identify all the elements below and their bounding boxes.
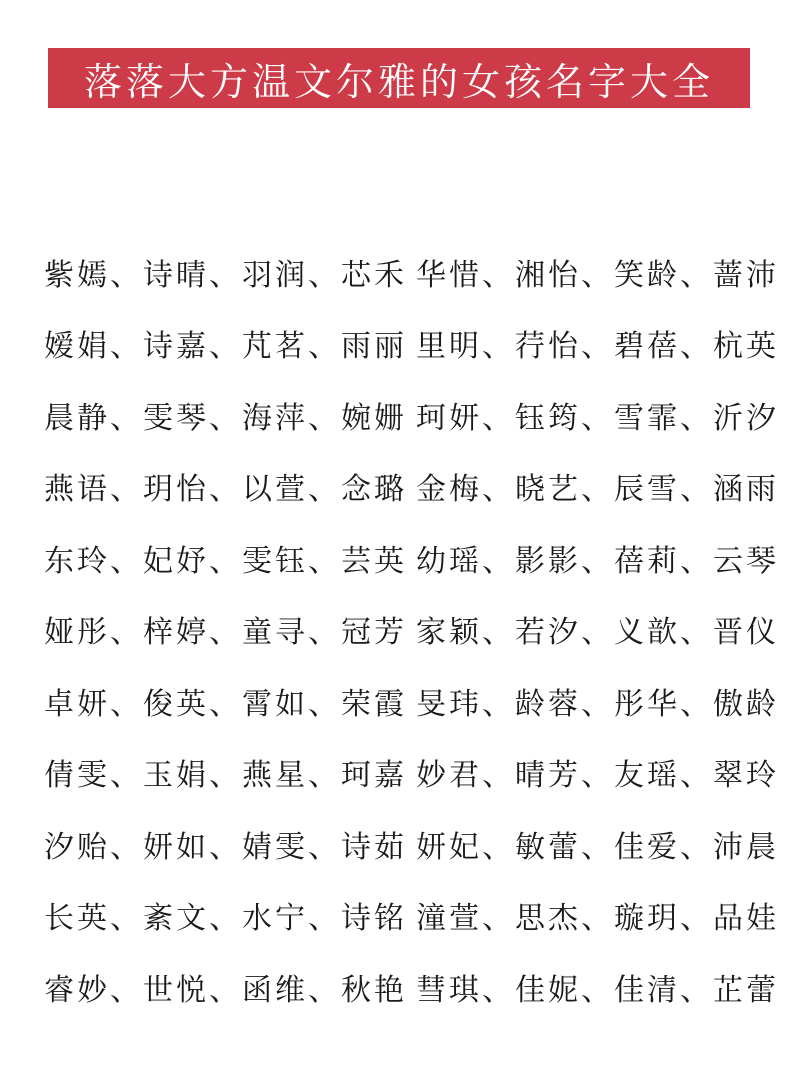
name-row bbox=[44, 808, 784, 880]
name-group-right: 华惜、湘怡、笑龄、蔷沛 bbox=[416, 257, 779, 293]
name-group-left: 紫嫣、诗晴、羽润、芯禾 bbox=[44, 257, 407, 293]
name-row bbox=[44, 308, 784, 380]
name-group-right: 家颖、若汐、义歆、晋仪 bbox=[416, 615, 779, 651]
name-row bbox=[44, 951, 784, 1023]
name-group-left: 汐贻、妍如、婧雯、诗茹 bbox=[44, 829, 407, 865]
name-group-right: 幼瑶、影影、蓓莉、云琴 bbox=[416, 543, 779, 579]
name-group-right: 彗琪、佳妮、佳清、芷蕾 bbox=[416, 972, 779, 1008]
name-group-left: 倩雯、玉娟、燕星、珂嘉 bbox=[44, 758, 407, 794]
name-row bbox=[44, 236, 784, 308]
name-group-right: 潼萱、思杰、璇玥、品娃 bbox=[416, 901, 779, 937]
name-group-left: 晨静、雯琴、海萍、婉姗 bbox=[44, 400, 407, 436]
name-list bbox=[44, 236, 784, 1023]
name-group-right: 金梅、晓艺、辰雪、涵雨 bbox=[416, 472, 779, 508]
page-title: 落落大方温文尔雅的女孩名字大全 bbox=[83, 59, 714, 104]
name-row bbox=[44, 665, 784, 737]
name-group-left: 睿妙、世悦、函维、秋艳 bbox=[44, 972, 407, 1008]
name-row bbox=[44, 451, 784, 523]
name-row bbox=[44, 594, 784, 666]
name-group-left: 卓妍、俊英、霄如、荣霞 bbox=[44, 686, 407, 722]
name-row bbox=[44, 737, 784, 809]
name-group-left: 长英、紊文、水宁、诗铭 bbox=[44, 901, 407, 937]
name-group-right: 妍妃、敏蕾、佳爱、沛晨 bbox=[416, 829, 779, 865]
name-row bbox=[44, 522, 784, 594]
name-group-right: 珂妍、钰筠、雪霏、沂汐 bbox=[416, 400, 779, 436]
name-group-left: 东玲、妃妤、雯钰、芸英 bbox=[44, 543, 407, 579]
name-group-left: 嫒娟、诗嘉、芃茗、雨丽 bbox=[44, 329, 407, 365]
title-banner bbox=[48, 48, 750, 108]
name-group-right: 里明、荇怡、碧蓓、杭英 bbox=[416, 329, 779, 365]
name-group-left: 娅彤、梓婷、童寻、冠芳 bbox=[44, 615, 407, 651]
name-row bbox=[44, 379, 784, 451]
name-group-right: 旻玮、龄蓉、彤华、傲龄 bbox=[416, 686, 779, 722]
name-group-left: 燕语、玥怡、以萱、念璐 bbox=[44, 472, 407, 508]
name-group-right: 妙君、晴芳、友瑶、翠玲 bbox=[416, 758, 779, 794]
name-row bbox=[44, 880, 784, 952]
